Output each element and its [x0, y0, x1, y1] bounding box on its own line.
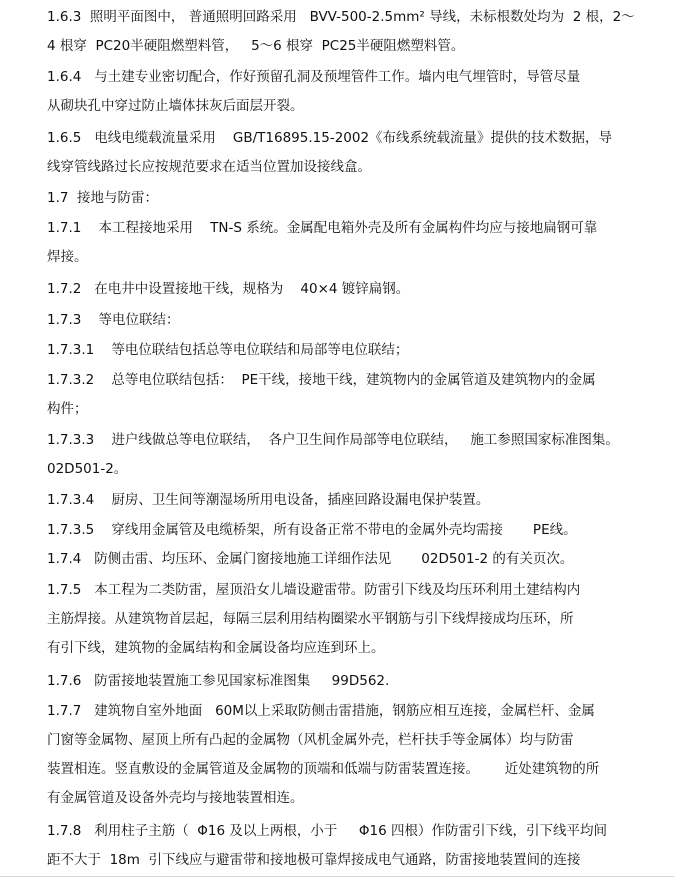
- paragraph-1-6-5: [47, 124, 647, 182]
- text-line: 1.6.5 电线电缆载流量采用 GB/T16895.15-2002《布线系统载流量》提供的技术数据，导: [47, 130, 613, 146]
- text-line: 02D501-2。: [47, 461, 128, 477]
- text-line: 1.7.5 本工程为二类防雷，屋顶沿女儿墙设避雷带。防雷引下线及均压环利用土建结构内: [47, 582, 581, 598]
- paragraph-1-7-7: [47, 697, 647, 813]
- text-line: 1.7.7 建筑物自室外地面 60M以上采取防侧击雷措施，钢筋应相互连接，金属栏杆、金属: [47, 703, 595, 719]
- page-bottom-divider: [0, 876, 674, 877]
- text-line: 1.7.2 在电井中设置接地干线，规格为 40×4 镀锌扁钢。: [47, 281, 410, 297]
- paragraph-1-7-6: [47, 667, 647, 696]
- text-line: 1.7.4 防侧击雷、均压环、金属门窗接地施工详细作法见 02D501-2 的有关页次。: [47, 551, 574, 567]
- text-line: 4 根穿 PC20半硬阻燃塑料管， 5～6 根穿 PC25半硬阻燃塑料管。: [47, 38, 465, 54]
- text-line: 焊接。: [47, 249, 88, 265]
- paragraph-1-6-4: [47, 63, 647, 121]
- paragraph-1-7-3-4: [47, 486, 647, 515]
- text-line: 从砌块孔中穿过防止墙体抹灰后面层开裂。: [47, 98, 304, 114]
- paragraph-1-6-3: [47, 3, 647, 61]
- text-line: 构件；: [47, 401, 88, 417]
- paragraph-1-7-1: [47, 214, 647, 272]
- text-line: 1.7.3 等电位联结：: [47, 312, 180, 328]
- text-line: 1.7.3.4 厨房、卫生间等潮湿场所用电设备，插座回路设漏电保护装置。: [47, 492, 490, 508]
- text-line: 1.7.3.1 等电位联结包括总等电位联结和局部等电位联结；: [47, 342, 409, 358]
- paragraph-1-7-3-1: [47, 336, 647, 365]
- text-line: 1.7.6 防雷接地装置施工参见国家标准图集 99D562.: [47, 673, 390, 689]
- text-line: 装置相连。竖直敷设的金属管道及金属物的顶端和低端与防雷装置连接。 近处建筑物的所: [47, 761, 600, 777]
- paragraph-1-7-3-5: [47, 516, 647, 545]
- text-line: 主筋焊接。从建筑物首层起，每隔三层利用结构圈梁水平钢筋与引下线焊接成均压环，所: [47, 611, 574, 627]
- text-line: 距不大于 18m 引下线应与避雷带和接地极可靠焊接成电气通路，防雷接地装置间的连接: [47, 852, 581, 868]
- text-line: 1.7.1 本工程接地采用 TN-S 系统。金属配电箱外壳及所有金属构件均应与接地扁钢可靠: [47, 220, 598, 236]
- paragraph-1-7-2: [47, 275, 647, 304]
- text-line: 线穿管线路过长应按规范要求在适当位置加设接线盒。: [47, 159, 371, 175]
- text-line: 有金属管道及设备外壳均与接地装置相连。: [47, 790, 304, 806]
- paragraph-1-7-3-3: [47, 426, 647, 484]
- section-heading-1-7: [47, 184, 647, 213]
- text-line: 有引下线，建筑物的金属结构和金属设备均应连到环上。: [47, 640, 385, 656]
- text-line: 1.6.3 照明平面图中， 普通照明回路采用 BVV-500-2.5mm² 导线，未标根数处均为 2 根，2～: [47, 9, 635, 25]
- text-line: 1.7.3.3 进户线做总等电位联结， 各户卫生间作局部等电位联结， 施工参照国家标准图集。: [47, 432, 619, 448]
- paragraph-1-7-4: [47, 545, 647, 574]
- text-line: 1.7.3.2 总等电位联结包括： PE干线，接地干线，建筑物内的金属管道及建筑物内的金属: [47, 372, 596, 388]
- text-line: 1.7.8 利用柱子主筋（ Φ16 及以上两根，小于 Φ16 四根）作防雷引下线，引下线平均间: [47, 823, 607, 839]
- text-line: 1.7 接地与防雷：: [47, 190, 159, 206]
- paragraph-1-7-8: [47, 817, 647, 875]
- text-line: 1.6.4 与土建专业密切配合，作好预留孔洞及预埋管件工作。墙内电气埋管时，导管尽量: [47, 69, 581, 85]
- paragraph-1-7-5: [47, 576, 647, 663]
- paragraph-1-7-3-2: [47, 366, 647, 424]
- paragraph-1-7-3: [47, 306, 647, 335]
- text-line: 门窗等金属物、屋顶上所有凸起的金属物（风机金属外壳，栏杆扶手等金属体）均与防雷: [47, 732, 574, 748]
- text-line: 1.7.3.5 穿线用金属管及电缆桥架，所有设备正常不带电的金属外壳均需接 PE线。: [47, 522, 577, 538]
